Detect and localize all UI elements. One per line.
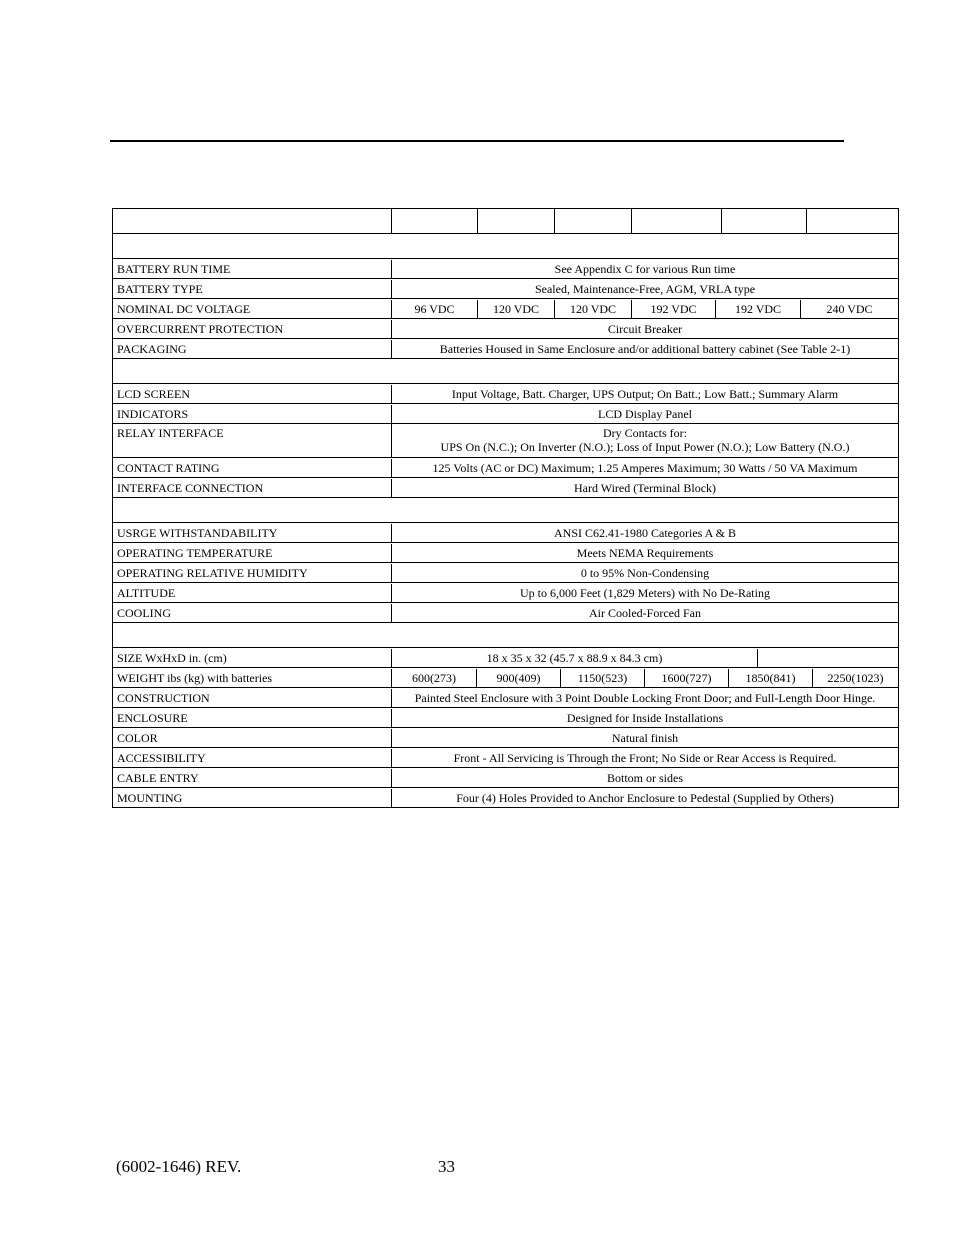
row-value: Front - All Servicing is Through the Front; No Side or Rear Access is Required. — [453, 750, 837, 765]
table-row — [113, 562, 898, 582]
table-row — [113, 522, 898, 542]
row-label: ENCLOSURE — [113, 709, 392, 727]
voltage-cell: 120 VDC — [477, 300, 554, 318]
row-value: Batteries Housed in Same Enclosure and/or additional battery cabinet (See Table 2-1) — [439, 341, 851, 356]
row-value: Hard Wired (Terminal Block) — [573, 480, 717, 495]
header-cell — [392, 209, 477, 233]
row-label: OPERATING RELATIVE HUMIDITY — [113, 564, 392, 582]
row-label: INDICATORS — [113, 405, 392, 423]
weight-cell: 1850(841) — [728, 669, 812, 687]
voltage-cell: 96 VDC — [414, 301, 455, 316]
table-row — [113, 667, 898, 687]
row-value-line: Dry Contacts for: — [603, 426, 687, 440]
row-value: 125 Volts (AC or DC) Maximum; 1.25 Amperes Maximum; 30 Watts / 50 VA Maximum — [432, 460, 858, 475]
row-value: Input Voltage, Batt. Charger, UPS Output; On Batt.; Low Batt.; Summary Alarm — [451, 386, 839, 401]
table-row — [113, 542, 898, 562]
row-value: Painted Steel Enclosure with 3 Point Double Locking Front Door; and Full-Length Door Hinge. — [414, 690, 876, 705]
section-header-row — [113, 497, 898, 522]
table-row — [113, 383, 898, 403]
row-value: Bottom or sides — [606, 770, 683, 785]
size-value: 18 x 35 x 32 (45.7 x 88.9 x 84.3 cm) — [486, 650, 663, 665]
header-cell — [554, 209, 631, 233]
voltage-cell: 120 VDC — [554, 300, 631, 318]
voltage-cell: 192 VDC — [715, 300, 800, 318]
row-label: SIZE WxHxD in. (cm) — [113, 649, 392, 667]
table-row — [113, 477, 898, 497]
voltage-cell: 240 VDC — [800, 300, 898, 318]
page-number: 33 — [438, 1157, 455, 1176]
row-value: Sealed, Maintenance-Free, AGM, VRLA type — [534, 281, 756, 296]
row-label: OVERCURRENT PROTECTION — [113, 320, 392, 338]
table-row — [113, 647, 898, 667]
row-value-line: UPS On (N.C.); On Inverter (N.O.); Loss of Input Power (N.O.); Low Battery (N.O.) — [440, 440, 850, 454]
row-label: WEIGHT ibs (kg) with batteries — [113, 669, 392, 687]
row-label: CABLE ENTRY — [113, 769, 392, 787]
table-row — [113, 338, 898, 358]
row-label: PACKAGING — [113, 340, 392, 358]
row-label: NOMINAL DC VOLTAGE — [113, 300, 392, 318]
row-value: LCD Display Panel — [598, 406, 692, 421]
row-label: COOLING — [113, 604, 392, 622]
weight-cell: 2250(1023) — [812, 669, 898, 687]
row-label: BATTERY RUN TIME — [113, 260, 392, 278]
table-row — [113, 687, 898, 707]
row-value: 0 to 95% Non-Condensing — [580, 565, 710, 580]
row-value: Up to 6,000 Feet (1,829 Meters) with No De-Rating — [520, 585, 770, 600]
row-value: See Appendix C for various Run time — [554, 261, 736, 276]
header-cell — [631, 209, 721, 233]
table-row — [113, 403, 898, 423]
row-label: ALTITUDE — [113, 584, 392, 602]
row-value: Natural finish — [611, 730, 679, 745]
row-value: Circuit Breaker — [607, 321, 683, 336]
header-cell — [477, 209, 554, 233]
weight-cell: 1150(523) — [560, 669, 644, 687]
row-label: ACCESSIBILITY — [113, 749, 392, 767]
table-row — [113, 707, 898, 727]
row-label: OPERATING TEMPERATURE — [113, 544, 392, 562]
row-value: Air Cooled-Forced Fan — [589, 605, 701, 620]
table-row — [113, 318, 898, 338]
weight-cell: 1600(727) — [644, 669, 728, 687]
row-value: ANSI C62.41-1980 Categories A & B — [554, 525, 736, 540]
row-value: Designed for Inside Installations — [566, 710, 724, 725]
table-row — [113, 298, 898, 318]
row-label: INTERFACE CONNECTION — [113, 479, 392, 497]
section-header-row — [113, 233, 898, 258]
table-row — [113, 767, 898, 787]
row-label: BATTERY TYPE — [113, 280, 392, 298]
row-label: MOUNTING — [113, 789, 392, 807]
row-label: LCD SCREEN — [113, 385, 392, 403]
table-row — [113, 278, 898, 298]
size-extra-cell — [757, 649, 898, 667]
top-rule — [110, 140, 844, 142]
spec-table — [112, 208, 899, 808]
document-number: (6002-1646) REV. — [116, 1157, 242, 1176]
row-label: CONSTRUCTION — [113, 689, 392, 707]
row-label: COLOR — [113, 729, 392, 747]
header-cell — [113, 209, 392, 233]
table-header-row — [113, 209, 898, 233]
table-row — [113, 423, 898, 457]
row-label: CONTACT RATING — [113, 459, 392, 477]
table-row — [113, 582, 898, 602]
row-value: Four (4) Holes Provided to Anchor Enclosure to Pedestal (Supplied by Others) — [456, 790, 834, 805]
header-cell — [721, 209, 806, 233]
section-header-row — [113, 358, 898, 383]
weight-cell: 600(273) — [412, 670, 456, 685]
table-row — [113, 457, 898, 477]
row-label: USRGE WITHSTANDABILITY — [113, 524, 392, 542]
weight-cell: 900(409) — [476, 669, 560, 687]
row-value: Meets NEMA Requirements — [576, 545, 714, 560]
voltage-cell: 192 VDC — [631, 300, 715, 318]
row-label: RELAY INTERFACE — [113, 424, 392, 457]
table-row — [113, 727, 898, 747]
section-header-row — [113, 622, 898, 647]
table-row — [113, 602, 898, 622]
table-row — [113, 787, 898, 807]
table-row — [113, 747, 898, 767]
table-row — [113, 258, 898, 278]
header-cell — [806, 209, 898, 233]
